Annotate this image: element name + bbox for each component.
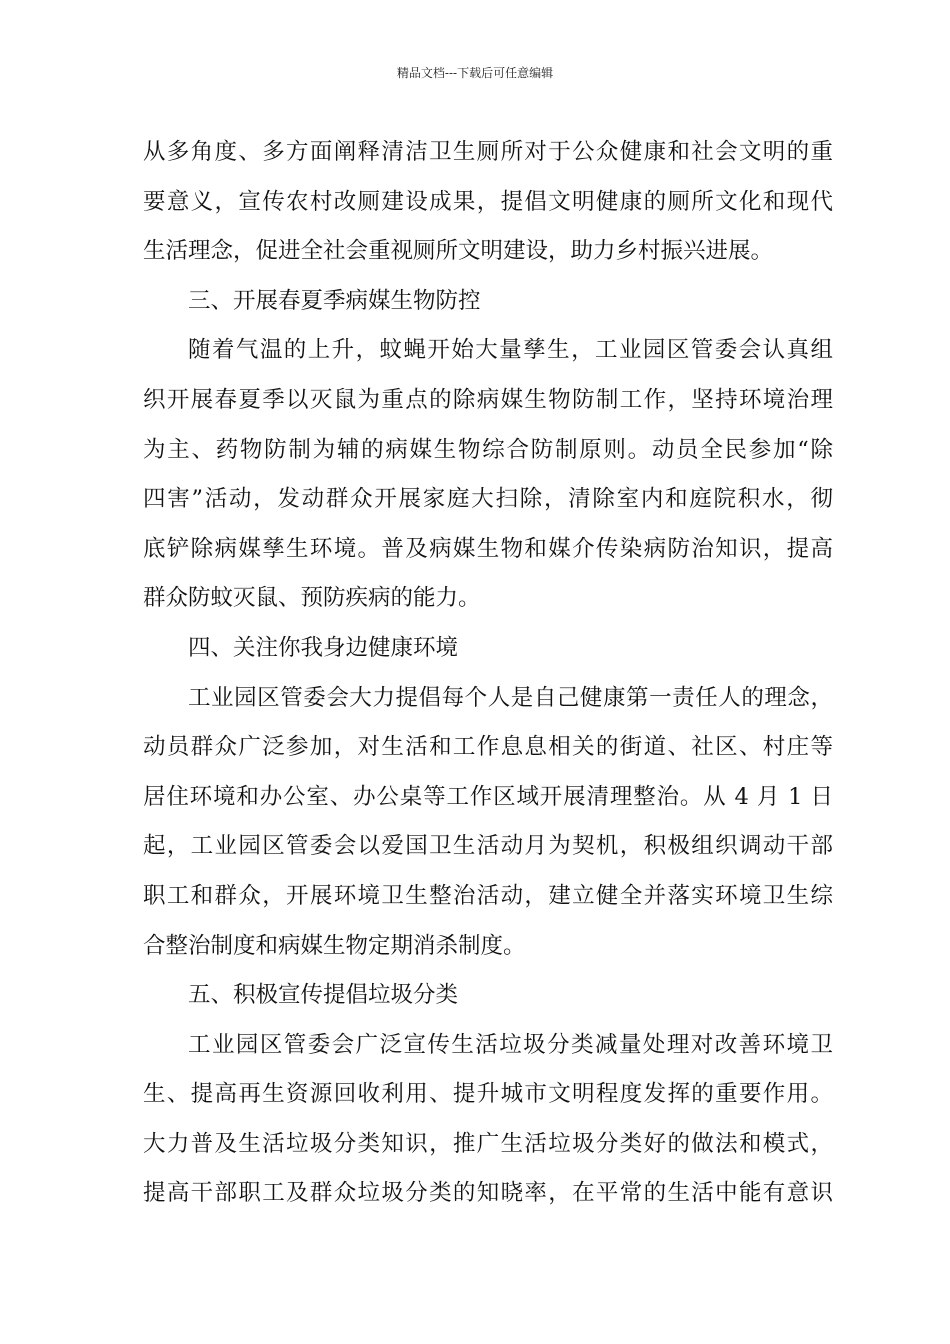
text-line: 大力普及生活垃圾分类知识，推广生活垃圾分类好的做法和模式， (143, 1130, 833, 1157)
paragraph-first-line: 工业园区管委会大力提倡每个人是自己健康第一责任人的理念， (188, 684, 833, 711)
text-line: 织开展春夏季以灭鼠为重点的除病媒生物防制工作，坚持环境治理 (143, 386, 833, 413)
paragraph-first-line: 工业园区管委会广泛宣传生活垃圾分类减量处理对改善环境卫 (188, 1031, 833, 1058)
paragraph-last-line: 合整治制度和病媒生物定期消杀制度。 (143, 932, 526, 959)
text-line: 生、提高再生资源回收利用、提升城市文明程度发挥的重要作用。 (143, 1081, 833, 1108)
text-line: 底铲除病媒孳生环境。普及病媒生物和媒介传染病防治知识，提高 (143, 535, 833, 562)
paragraph-last-line: 生活理念，促进全社会重视厕所文明建设，助力乡村振兴进展。 (143, 238, 774, 265)
text-line: 为主、药物防制为辅的病媒生物综合防制原则。动员全民参加“除 (143, 436, 833, 463)
text-line: 居住环境和办公室、办公桌等工作区域开展清理整治。从 4 月 1 日 (143, 783, 833, 810)
text-line: 从多角度、多方面阐释清洁卫生厕所对于公众健康和社会文明的重 (143, 139, 833, 165)
section-heading: 五、积极宣传提倡垃圾分类 (188, 982, 459, 1009)
section-heading: 四、关注你我身边健康环境 (188, 634, 459, 661)
document-body (143, 128, 833, 1219)
text-line: 起，工业园区管委会以爱国卫生活动月为契机，积极组织调动干部 (143, 833, 833, 860)
paragraph-first-line: 随着气温的上升，蚊蝇开始大量孳生，工业园区管委会认真组 (188, 337, 833, 364)
text-line: 四害”活动，发动群众开展家庭大扫除，清除室内和庭院积水，彻 (143, 486, 833, 513)
page-header: 精品文档---下载后可任意编辑 (396, 66, 554, 80)
section-heading: 三、开展春夏季病媒生物防控 (188, 287, 481, 314)
text-line: 提高干部职工及群众垃圾分类的知晓率，在平常的生活中能有意识 (143, 1180, 833, 1207)
text-line: 动员群众广泛参加，对生活和工作息息相关的街道、社区、村庄等 (143, 734, 833, 761)
paragraph-last-line: 群众防蚊灭鼠、预防疾病的能力。 (143, 585, 481, 612)
text-line: 职工和群众，开展环境卫生整治活动，建立健全并落实环境卫生综 (143, 882, 833, 909)
text-line: 要意义，宣传农村改厕建设成果，提倡文明健康的厕所文化和现代 (143, 188, 833, 215)
